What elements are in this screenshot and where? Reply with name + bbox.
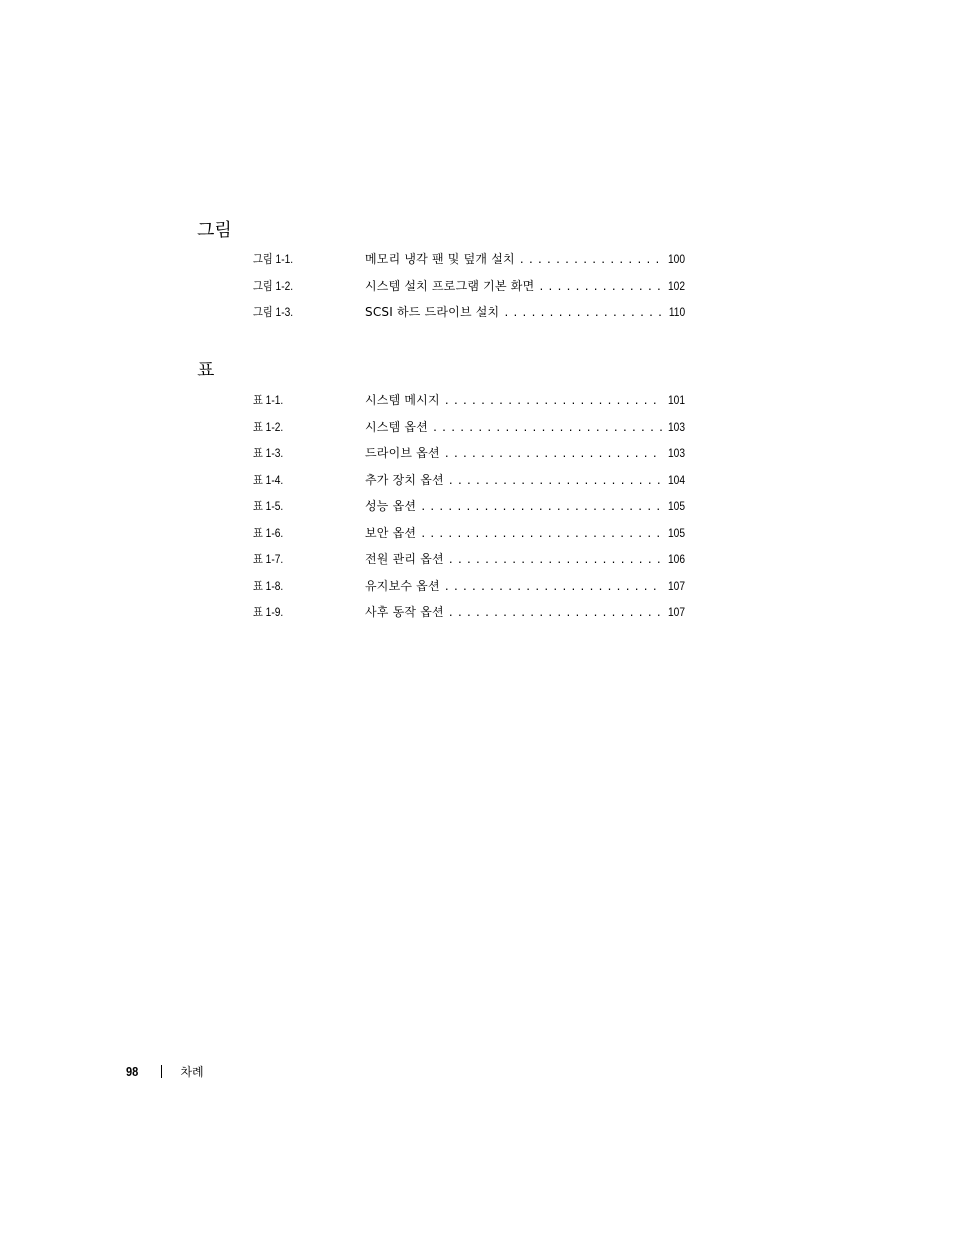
table-label: 표 1-9. [253, 605, 284, 619]
dot-leader [444, 395, 663, 409]
figure-label: 그림 1-2. [253, 278, 294, 293]
dot-leader [448, 475, 663, 489]
table-page: 106 [667, 552, 685, 566]
page-number: 98 [126, 1064, 139, 1079]
table-label: 표 1-7. [253, 552, 284, 566]
table-entry[interactable] [253, 393, 685, 420]
table-title: 유지보수 옵션 [365, 578, 440, 593]
table-page: 101 [667, 393, 685, 407]
dot-leader [420, 501, 663, 515]
footer-divider [161, 1065, 162, 1078]
dot-leader [448, 607, 663, 621]
page-footer [126, 1063, 204, 1080]
table-entry[interactable] [253, 526, 685, 553]
tables-heading: 표 [197, 360, 215, 381]
table-label: 표 1-2. [253, 419, 284, 434]
table-label: 표 1-5. [253, 499, 284, 513]
table-label: 표 1-1. [253, 393, 284, 407]
table-label: 표 1-4. [253, 472, 284, 487]
dot-leader [420, 528, 663, 542]
dot-leader [519, 254, 663, 268]
table-label: 표 1-8. [253, 578, 284, 593]
figures-heading: 그림 [197, 220, 232, 241]
table-entry[interactable] [253, 605, 685, 632]
table-label: 표 1-6. [253, 525, 284, 540]
figure-page: 110 [668, 305, 685, 319]
table-title: 시스템 옵션 [365, 419, 428, 434]
figure-entry[interactable] [253, 279, 685, 306]
figure-page: 102 [667, 278, 685, 293]
table-title: 보안 옵션 [365, 525, 417, 540]
table-entry[interactable] [253, 579, 685, 606]
figure-label: 그림 1-1. [253, 252, 294, 266]
table-page: 107 [667, 605, 685, 619]
table-entry[interactable] [253, 446, 685, 473]
figure-title: 메모리 냉각 팬 및 덮개 설치 [365, 252, 515, 266]
figure-label: 그림 1-3. [253, 305, 294, 319]
dot-leader [538, 281, 663, 295]
section-name: 차례 [180, 1065, 204, 1079]
table-entry[interactable] [253, 473, 685, 500]
table-page: 105 [667, 525, 685, 540]
figures-list [253, 252, 685, 332]
table-label: 표 1-3. [253, 446, 284, 460]
figure-title: 시스템 설치 프로그램 기본 화면 [365, 278, 535, 293]
table-title: 사후 동작 옵션 [365, 605, 444, 619]
figure-entry[interactable] [253, 252, 685, 279]
table-page: 103 [667, 446, 685, 460]
table-title: 성능 옵션 [365, 499, 417, 513]
dot-leader [432, 422, 663, 436]
table-title: 드라이브 옵션 [365, 446, 440, 460]
tables-list [253, 393, 685, 632]
dot-leader [444, 581, 663, 595]
figure-title: SCSI 하드 드라이브 설치 [365, 305, 500, 319]
dot-leader [444, 448, 663, 462]
dot-leader [503, 307, 664, 321]
table-page: 104 [667, 472, 685, 487]
table-title: 추가 장치 옵션 [365, 472, 444, 487]
table-page: 103 [667, 419, 685, 434]
table-page: 105 [667, 499, 685, 513]
table-entry[interactable] [253, 499, 685, 526]
table-entry[interactable] [253, 420, 685, 447]
figure-entry[interactable] [253, 305, 685, 332]
dot-leader [448, 554, 663, 568]
table-title: 시스템 메시지 [365, 393, 440, 407]
figure-page: 100 [667, 252, 685, 266]
table-page: 107 [667, 578, 685, 593]
table-title: 전원 관리 옵션 [365, 552, 444, 566]
table-entry[interactable] [253, 552, 685, 579]
